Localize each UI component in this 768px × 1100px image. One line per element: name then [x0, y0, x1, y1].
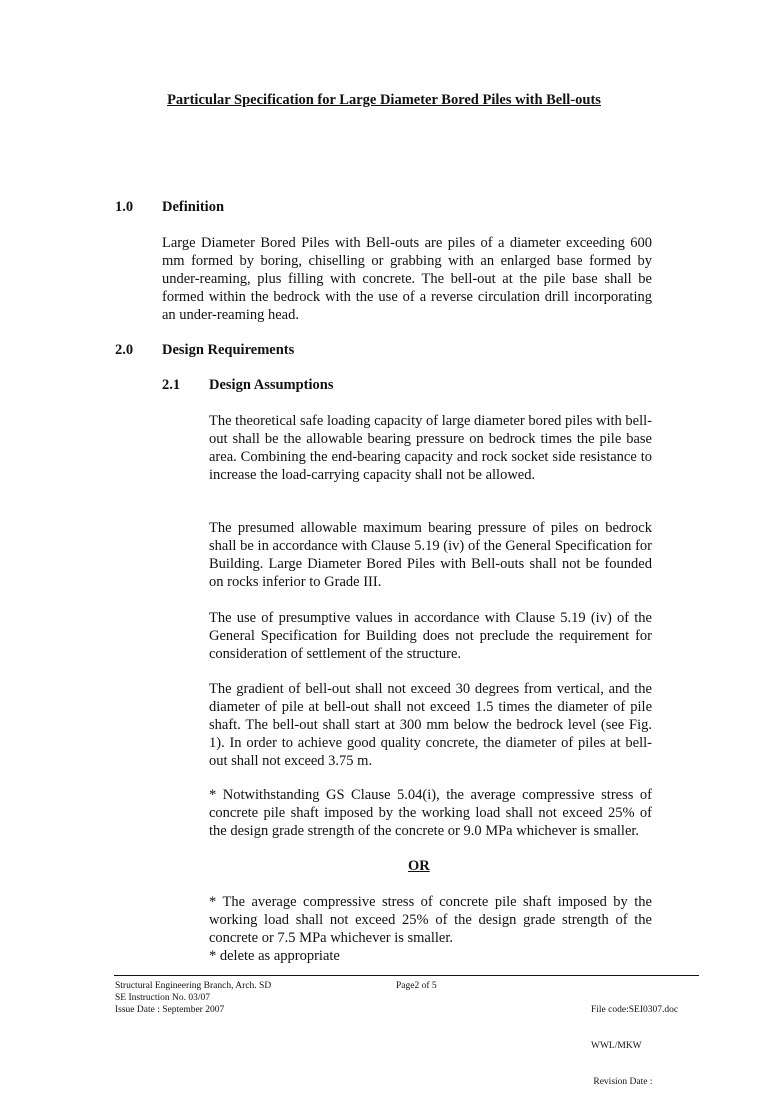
- section-2-1-paragraph-2: The presumed allowable maximum bearing pressure of piles on bedrock shall be in accordance with Clause 5.19 (iv) of the General Specification for Building. Large Diameter Bored Piles with Bell-outs shall not be founded on rocks inferior to Grade III.: [209, 520, 652, 590]
- section-1-paragraph: Large Diameter Bored Piles with Bell-outs are piles of a diameter exceeding 600 mm formed by boring, chiselling or grabbing with an enlarged base formed by under-reaming, plus filling with concrete. The bell-out at the pile base shall be formed within the bedrock with the use of a reverse circulation drill incorporating an under-reaming head.: [162, 235, 652, 323]
- section-2-1-paragraph-1: The theoretical safe loading capacity of large diameter bored piles with bell-out shall be the allowable bearing pressure on bedrock times the pile base area. Combining the end-bearing capacity and rock socket side resistance to increase the load-carrying capacity shall not be allowed.: [209, 413, 653, 483]
- footer-right: [591, 980, 678, 1100]
- section-1-number: 1.0: [115, 199, 134, 215]
- page-title-text: Particular Specification for Large Diameter Bored Piles with Bell-outs: [167, 92, 601, 108]
- footer-initials: WWL/MKW: [591, 1041, 642, 1051]
- section-2-1-paragraph-4: The gradient of bell-out shall not exceed 30 degrees from vertical, and the diameter of pile at bell-out shall not exceed 1.5 times the diameter of pile shaft. The bell-out shall start at 300 mm below the bedrock level (see Fig. 1). In order to achieve good quality concrete, the diameter of piles at bell-out shall not exceed 3.75 m.: [209, 681, 652, 769]
- section-2-heading: Design Requirements: [162, 342, 295, 358]
- footer-branch: Structural Engineering Branch, Arch. SD: [115, 981, 272, 991]
- section-2-1-paragraph-6: * The average compressive stress of concrete pile shaft imposed by the working load shall not exceed 25% of the design grade strength of the concrete or 7.5 MPa whichever is smaller.: [209, 894, 652, 946]
- footer-file-code: File code:SEI0307.doc: [591, 1005, 679, 1015]
- footer-revision-date: Revision Date :: [591, 1077, 653, 1087]
- footer-divider: [114, 975, 699, 976]
- or-separator: OR: [408, 858, 430, 874]
- footer-left: [115, 980, 271, 1016]
- section-1-heading: Definition: [162, 199, 225, 215]
- footer-issue-date: Issue Date : September 2007: [115, 1005, 225, 1015]
- page-title: [0, 92, 768, 109]
- section-2-1-number: 2.1: [162, 377, 181, 393]
- section-2-1-paragraph-5: * Notwithstanding GS Clause 5.04(i), the average compressive stress of concrete pile shaft imposed by the working load shall not exceed 25% of the design grade strength of the concrete or 9.0 MPa whichever is smaller.: [209, 787, 652, 839]
- footer-instruction-no: SE Instruction No. 03/07: [115, 993, 210, 1003]
- section-2-number: 2.0: [115, 342, 134, 358]
- section-2-1-heading: Design Assumptions: [209, 377, 334, 393]
- section-2-1-paragraph-3: The use of presumptive values in accordance with Clause 5.19 (iv) of the General Specification for Building does not preclude the requirement for consideration of settlement of the structure.: [209, 610, 652, 662]
- footer-page-number: Page2 of 5: [396, 981, 437, 991]
- section-2-1-paragraph-7: * delete as appropriate: [209, 948, 340, 964]
